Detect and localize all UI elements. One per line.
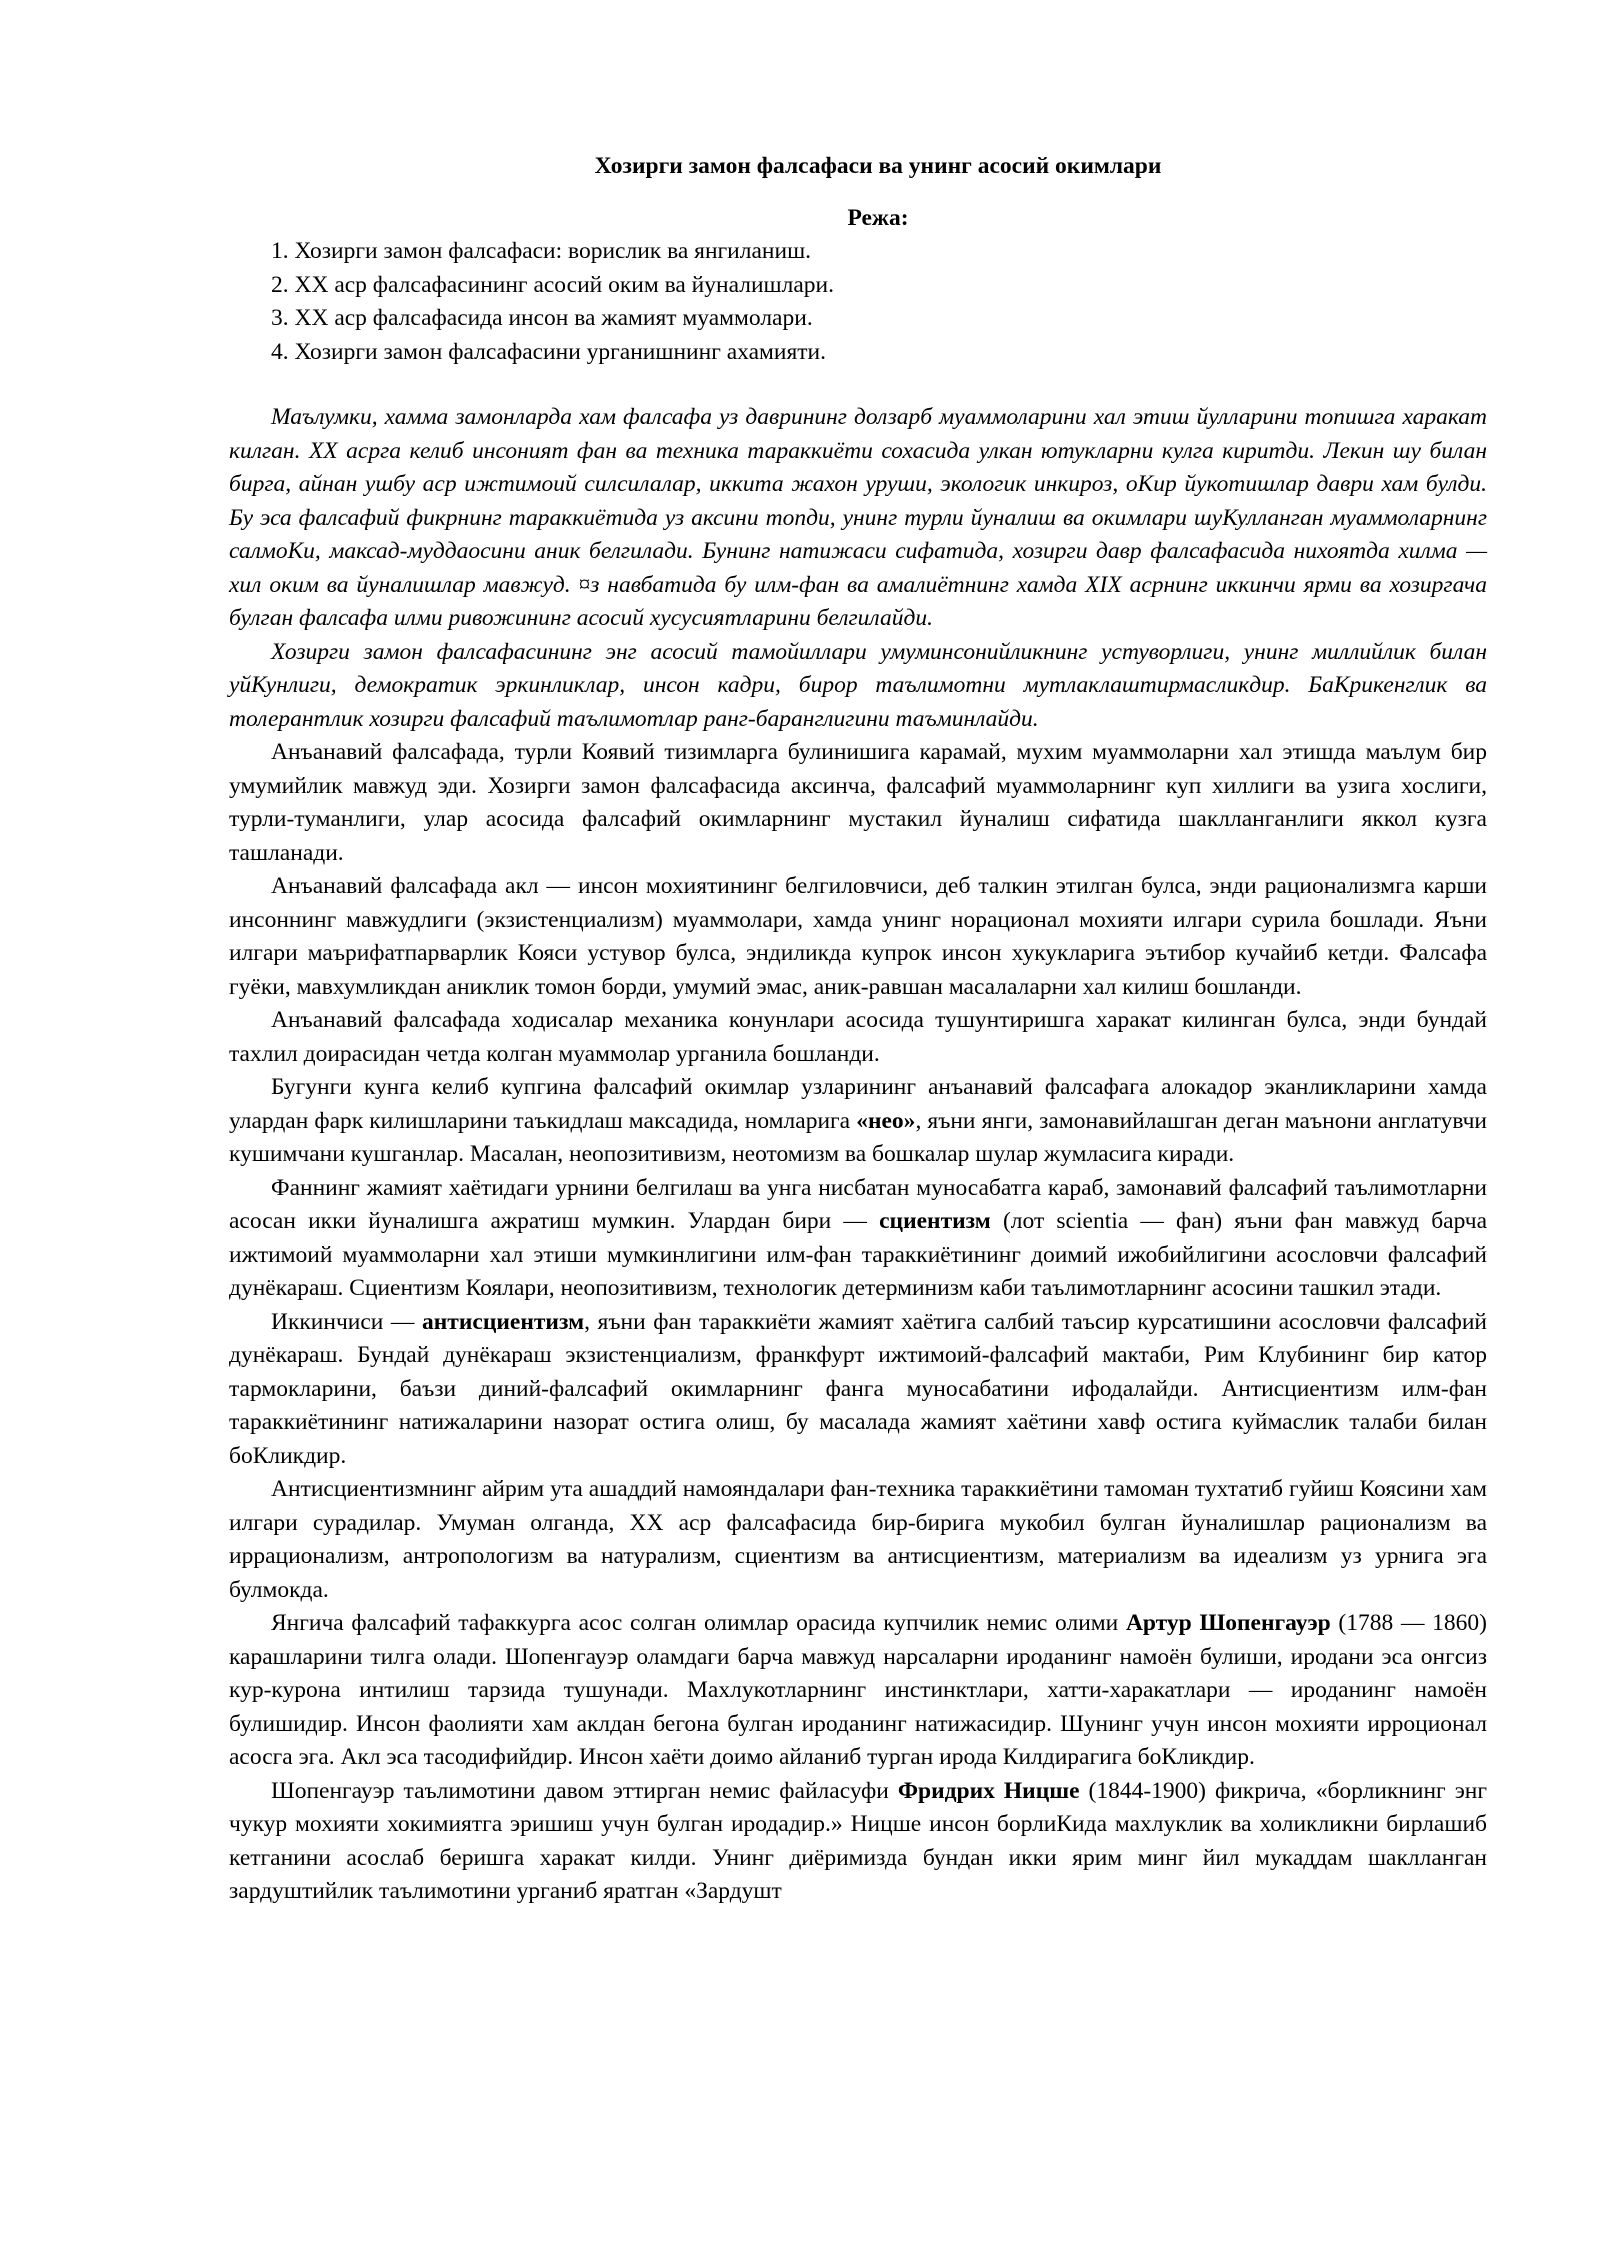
bold-term: Фридрих Ницше [897, 1777, 1080, 1804]
body-paragraph [229, 1306, 1487, 1474]
text-run: Хозирги замон фалсафасининг энг асосий тамойиллари умуминсонийликнинг устуворлиги, унинг миллийлик билан уйКунлиги, демократик эркинликлар, инсон кадри, бирор таълимотни мутлаклаштирмасликдир. БаКрикенглик ва толерантлик хозирги фалсафий таълимотлар ранг-баранглигини таъминлайди. [229, 638, 1487, 732]
text-run: (1844-1900) фикрича, «борликнинг энг чукур мохияти хокимиятга эришиш учун булган иродадир.» Ницше инсон борлиКида махлуклик ва холикликни бирлашиб кетганини асослаб беришга харакат килди. Унинг диёримизда бундан икки ярим минг йил мукаддам шаклланган зардуштийлик таълимотини урганиб яратган «Зардушт [229, 1777, 1487, 1904]
plan-heading: Режа: [847, 204, 909, 231]
text-run: Шопенгауэр таълимотини давом эттирган немис файласуфи [271, 1777, 898, 1804]
text-run: Анъанавий фалсафада акл — инсон мохиятининг белгиловчиси, деб талкин этилган булса, энди рационализмга карши инсоннинг мавжудлиги (экзистенциализм) муаммолари, хамда унинг норационал мохияти илгари сурила бошлади. Яъни илгари маърифатпарварлик Кояси устувор булса, эндиликда купрок инсон хукукларига эътибор кучайиб кетди. Фалсафа гуёки, мавхумликдан аниклик томон борди, умумий эмас, аник-равшан масалаларни хал килиш бошланди. [229, 873, 1487, 1000]
body-paragraph [229, 636, 1487, 737]
text-run: , яъни янги, замонавийлашган деган маънони англатувчи кушимчани кушганлар. Масалан, неопозитивизм, неотомизм ва бошкалар шулар жумласига киради. [229, 1107, 1487, 1167]
plan-list [229, 235, 1487, 369]
body-paragraph [229, 401, 1487, 636]
text-run: Бугунги кунга келиб купгина фалсафий окимлар узларининг анъанавий фалсафага алокадор эканликларини хамда улардан фарк килишларини таъкидлаш максадида, номларига [229, 1074, 1487, 1134]
text-run: Фаннинг жамият хаётидаги урнини белгилаш ва унга нисбатан муносабатга караб, замонавий фалсафий таълимотларни асосан икки йуналишга ажратиш мумкин. Улардан бири — [229, 1174, 1487, 1234]
text-run: (1788 — 1860) карашларини тилга олади. Шопенгауэр оламдаги барча мавжуд нарсаларни ироданинг намоён булиши, иродани эса онгсиз кур-курона интилиш тарзида тушунади. Махлукотларнинг инстинктлари, хатти-харакатлари — ироданинг намоён булишидир. Инсон фаолияти хам аклдан бегона булган ироданинг натижасидир. Шунинг учун инсон мохияти ирроционал асосга эга. Акл эса тасодифийдир. Инсон хаёти доимо айланиб турган ирода Килдирагига боКликдир. [229, 1610, 1487, 1770]
body-paragraph [229, 1775, 1487, 1909]
body-paragraph [229, 736, 1487, 870]
plan-item: 2. XX аср фалсафасининг асосий оким ва йуналишлари. [271, 271, 834, 298]
body-paragraph [229, 1071, 1487, 1172]
text-run: Иккинчиси — [271, 1308, 423, 1335]
document-body [229, 150, 1487, 1909]
plan-item: 4. Хозирги замон фалсафасини урганишнинг ахамияти. [271, 338, 826, 365]
plan-item: 3. XX аср фалсафасида инсон ва жамият муаммолари. [271, 305, 813, 331]
body-paragraph [229, 1172, 1487, 1306]
text-run: (лот scientia — фан) яъни фан мавжуд барча ижтимоий муаммоларни хал этиши мумкинлигини илм-фан тараккиётининг доимий ижобийлигини асословчи фалсафий дунёкараш. Сциентизм Коялари, неопозитивизм, технологик детерминизм каби таълимотларнинг асосини ташкил этади. [229, 1208, 1487, 1301]
bold-term: сциентизм [879, 1208, 991, 1234]
text-run: Янгича фалсафий тафаккурга асос солган олимлар орасида купчилик немис олими [271, 1610, 1126, 1636]
body-paragraph [229, 1004, 1487, 1071]
text-run: Маълумки, хамма замонларда хам фалсафа уз даврининг долзарб муаммоларини хал этиш йулларини топишга харакат килган. XX асрга келиб инсоният фан ва техника тараккиёти сохасида улкан ютукларни кулга киритди. Лекин шу билан бирга, айнан ушбу аср ижтимоий силсилалар, иккита жахон уруши, экологик инкироз, оКир йукотишлар даври хам булди. Бу эса фалсафий фикрнинг тараккиётида уз аксини топди, унинг турли йуналиш ва окимлари шуКулланган муаммоларнинг салмоКи, максад-муддаосини аник белгилади. Бунинг натижаси сифатида, хозирги давр фалсафасида нихоятда хилма — хил оким ва йуналишлар мавжуд. ¤з навбатида бу илм-фан ва амалиётнинг хамда XIX асрнинг иккинчи ярми ва хозиргача булган фалсафа илми ривожининг асосий хусусиятларини белгилайди. [229, 404, 1487, 631]
text-run: , яъни фан тараккиёти жамият хаётига салбий таъсир курсатишини асословчи фалсафий дунёкараш. Бундай дунёкараш экзистенциализм, франкфурт ижтимоий-фалсафий мактаби, Рим Клубининг бир катор тармокларини, баъзи диний-фалсафий окимларнинг фанга муносабатини ифодалайди. Антисциентизм илм-фан тараккиётининг натижаларини назорат остига олиш, бу масалада жамият хаётини хавф остига куймаслик талаби билан боКликдир. [229, 1308, 1488, 1469]
paragraphs-container [229, 401, 1487, 1909]
bold-term: Артур Шопенгауэр [1125, 1610, 1331, 1636]
bold-term: антисциентизм [422, 1308, 585, 1335]
plan-item: 1. Хозирги замон фалсафаси: ворислик ва янгиланиш. [271, 238, 812, 264]
body-paragraph [229, 1607, 1487, 1775]
text-run: Анъанавий фалсафада ходисалар механика конунлари асосида тушунтиришга харакат килинган булса, энди бундай тахлил доирасидан четда колган муаммолар урганила бошланди. [229, 1007, 1487, 1067]
body-paragraph [229, 1473, 1487, 1607]
text-run: Анъанавий фалсафада, турли Коявий тизимларга булинишига карамай, мухим муаммоларни хал этишда маълум бир умумийлик мавжуд эди. Хозирги замон фалсафасида аксинча, фалсафий муаммоларнинг куп хиллиги ва узига хослиги, турли-туманлиги, улар асосида фалсафий окимларнинг мустакил йуналиш сифатида шаклланганлиги яккол кузга ташланади. [229, 739, 1487, 866]
body-paragraph [229, 870, 1487, 1004]
text-run: Антисциентизмнинг айрим ута ашаддий намояндалари фан-техника тараккиётини тамоман тухтатиб гуйиш Коясини хам илгари сурадилар. Умуман олганда, XX аср фалсафасида бир-бирига мукобил булган йуналишлар рационализм ва иррационализм, антропологизм ва натурализм, сциентизм ва антисциентизм, материализм ва идеализм уз урнига эга булмокда. [229, 1476, 1487, 1603]
bold-term: «нео» [856, 1107, 916, 1134]
document-title: Хозирги замон фалсафаси ва унинг асосий окимлари [594, 153, 1162, 179]
